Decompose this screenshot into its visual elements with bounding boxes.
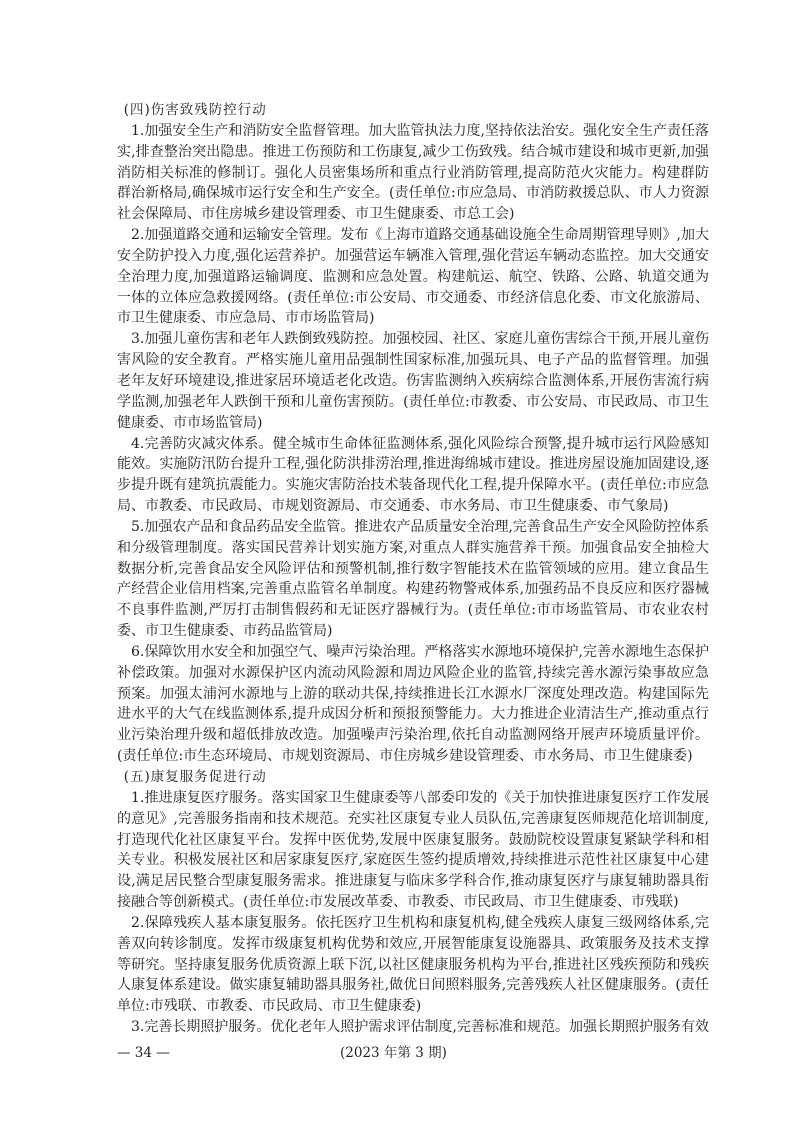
paragraph: 3.完善长期照护服务。优化老年人照护需求评估制度,完善标准和规范。加强长期照护服务有效: [131, 1019, 709, 1036]
issue-label: (2023 年第 3 期): [340, 1044, 447, 1061]
paragraph: 2.加强道路交通和运输安全管理。发布《上海市道路交通基础设施全生命周期管理导则》,加大安全防护投入力度,强化运营养护。加强营运车辆准入管理,强化营运车辆动态监控。加大交通安全治理力度,加强道路运输调度、监测和应急处置。构建航运、航空、铁路、公路、轨道交通为一体的立体应急救援网络。(责任单位:市公安局、市交通委、市经济信息化委、市文化旅游局、市卫生健康委、市应急局、市市场监管局): [117, 227, 709, 327]
paragraph: 3.加强儿童伤害和老年人跌倒致残防控。加强校园、社区、家庭儿童伤害综合干预,开展儿童伤害风险的安全教育。严格实施儿童用品强制性国家标准,加强玩具、电子产品的监督管理。加强老年友好环境建设,推进家居环境适老化改造。伤害监测纳入疾病综合监测体系,开展伤害流行病学监测,加强老年人跌倒干预和儿童伤害预防。(责任单位:市教委、市公安局、市民政局、市卫生健康委、市市场监管局): [117, 331, 709, 431]
document-body: [117, 100, 709, 1038]
paragraph: 1.推进康复医疗服务。落实国家卫生健康委等八部委印发的《关于加快推进康复医疗工作发展的意见》,完善服务指南和技术规范。充实社区康复专业人员队伍,完善康复医师规范化培训制度,打造现代化社区康复平台。发挥中医优势,发展中医康复服务。鼓励院校设置康复紧缺学科和相关专业。积极发展社区和居家康复医疗,家庭医生签约提质增效,持续推进示范性社区康复中心建设,满足居民整合型康复服务需求。推进康复与临床多学科合作,推动康复医疗与康复辅助器具衔接融合等创新模式。(责任单位:市发展改革委、市教委、市民政局、市卫生健康委、市残联): [117, 789, 709, 911]
page-number: — 34 —: [117, 1044, 170, 1061]
paragraph: 5.加强农产品和食品药品安全监管。推进农产品质量安全治理,完善食品生产安全风险防控体系和分级管理制度。落实国民营养计划实施方案,对重点人群实施营养干预。加强食品安全抽检大数据分析,完善食品安全风险评估和预警机制,推行数字智能技术在监管领域的应用。建立食品生产经营企业信用档案,完善重点监管名单制度。构建药物警戒体系,加强药品不良反应和医疗器械不良事件监测,严厉打击制售假药和无证医疗器械行为。(责任单位:市市场监管局、市农业农村委、市卫生健康委、市药品监管局): [117, 518, 709, 640]
paragraph: 4.完善防灾减灾体系。健全城市生命体征监测体系,强化风险综合预警,提升城市运行风险感知能效。实施防汛防台提升工程,强化防洪排涝治理,推进海绵城市建设。推进房屋设施加固建设,逐步提升既有建筑抗震能力。实施灾害防治技术装备现代化工程,提升保障水平。(责任单位:市应急局、市教委、市民政局、市规划资源局、市交通委、市水务局、市卫生健康委、市气象局): [117, 435, 709, 515]
section-heading-injury-disability: (四)伤害致残防控行动: [123, 102, 267, 118]
section-heading-rehabilitation: (五)康复服务促进行动: [123, 769, 267, 785]
paragraph: 2.保障残疾人基本康复服务。依托医疗卫生机构和康复机构,健全残疾人康复三级网络体系,完善双向转诊制度。发挥市级康复机构优势和效应,开展智能康复设施器具、政策服务及技术支撑等研究。坚持康复服务优质资源上联下沉,以社区健康服务机构为平台,推进社区残疾预防和残疾人康复体系建设。做实康复辅助器具服务社,做优日间照料服务,完善残疾人社区健康服务。(责任单位:市残联、市教委、市民政局、市卫生健康委): [117, 914, 709, 1015]
page-footer: [117, 1042, 709, 1064]
paragraph: 1.加强安全生产和消防安全监督管理。加大监管执法力度,坚持依法治安。强化安全生产责任落实,排查整治突出隐患。推进工伤预防和工伤康复,减少工伤致残。结合城市建设和城市更新,加强消防相关标准的修制订。强化人员密集场所和重点行业消防管理,提高防范火灾能力。构建群防群治新格局,确保城市运行安全和生产安全。(责任单位:市应急局、市消防救援总队、市人力资源社会保障局、市住房城乡建设管理委、市卫生健康委、市总工会): [117, 122, 709, 223]
paragraph: 6.保障饮用水安全和加强空气、噪声污染治理。严格落实水源地环境保护,完善水源地生态保护补偿政策。加强对水源保护区内流动风险源和周边风险企业的监管,持续完善水源污染事故应急预案。加强太浦河水源地与上游的联动共保,持续推进长江水源水厂深度处理改造。构建国际先进水平的大气在线监测体系,提升成因分析和预报预警能力。大力推进企业清洁生产,推动重点行业污染治理升级和超低排放改造。加强噪声污染治理,依托自动监测网络开展声环境质量评价。(责任单位:市生态环境局、市规划资源局、市住房城乡建设管理委、市水务局、市卫生健康委): [117, 643, 709, 765]
